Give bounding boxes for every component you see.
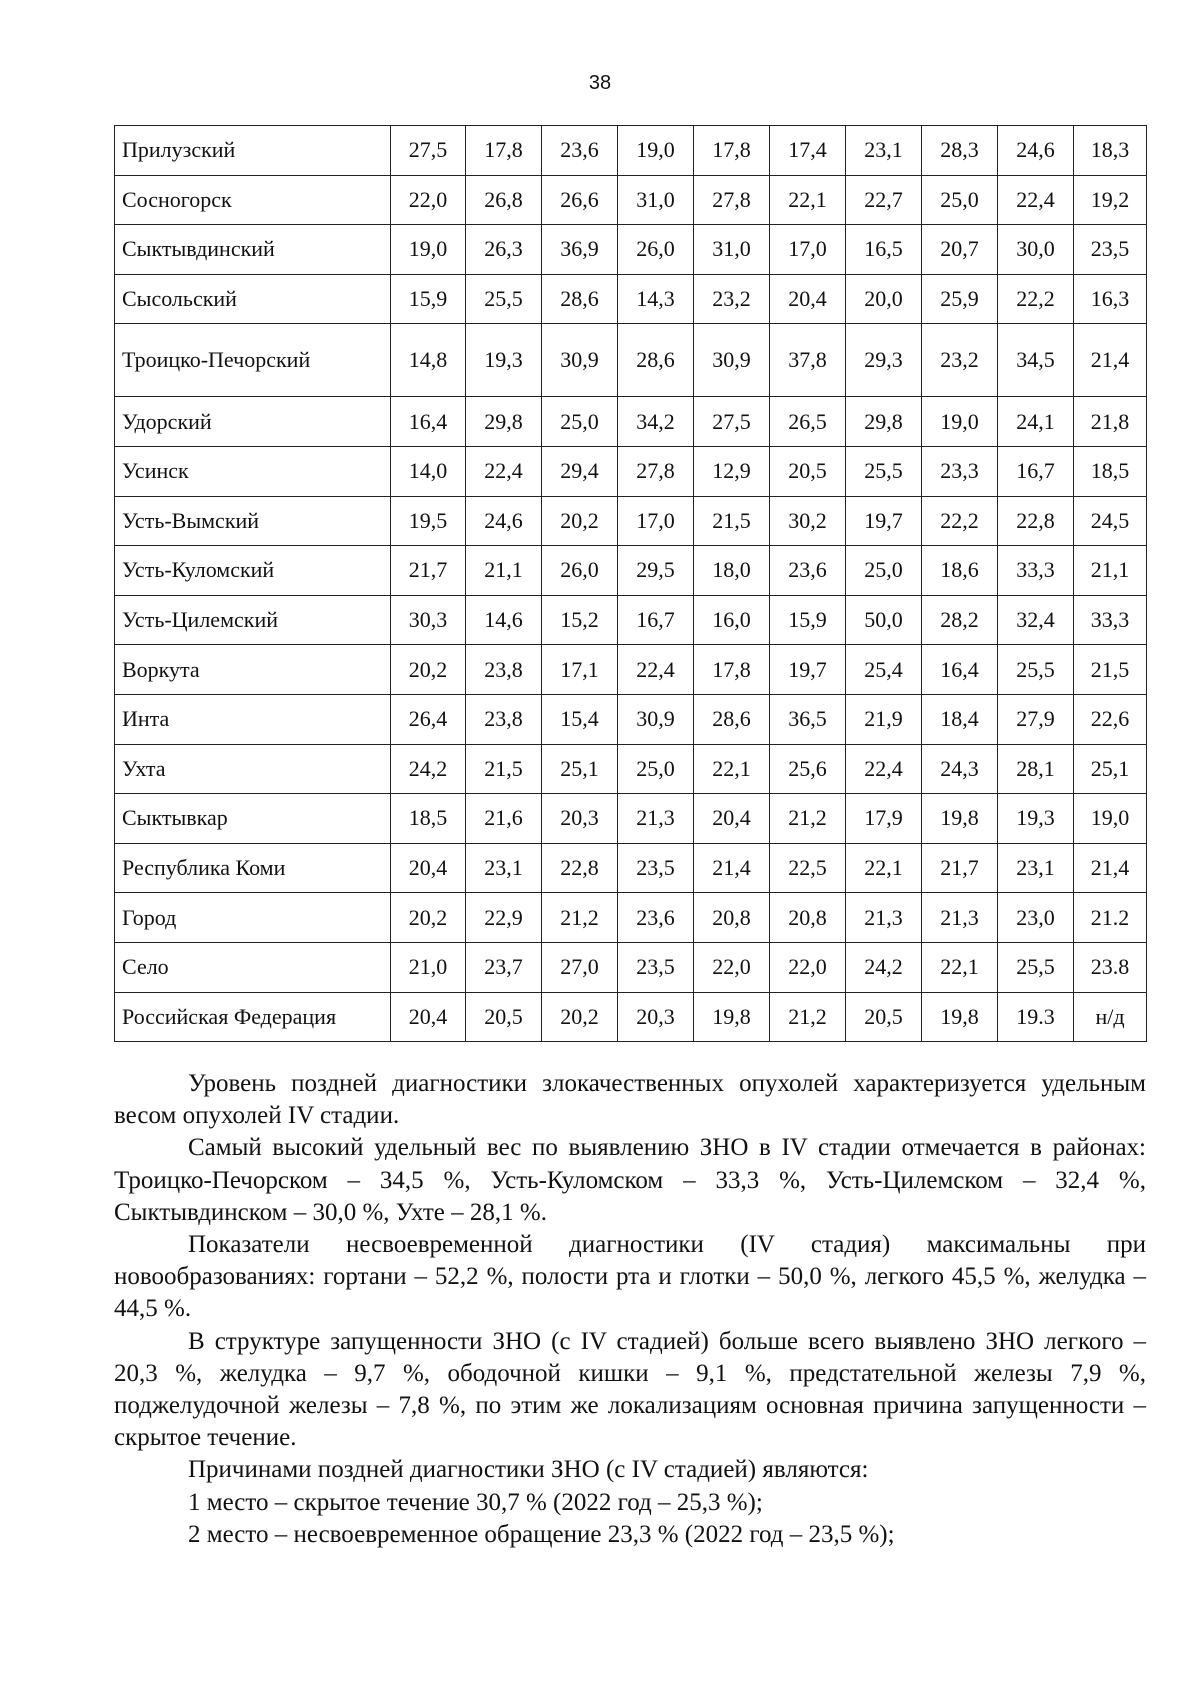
value-cell: 26,4 xyxy=(391,694,466,744)
table-row xyxy=(115,942,1147,992)
value-cell: 19,8 xyxy=(922,794,998,844)
value-cell: 15,9 xyxy=(391,274,466,324)
page-number: 38 xyxy=(588,72,612,94)
value-cell: 18,5 xyxy=(391,794,466,844)
region-cell: Сосногорск xyxy=(115,175,391,225)
region-cell: Воркута xyxy=(115,645,391,695)
value-cell: 19,5 xyxy=(391,496,466,546)
value-cell: 20,5 xyxy=(846,992,922,1042)
value-cell: 29,5 xyxy=(618,546,694,596)
table-row xyxy=(115,645,1147,695)
value-cell: 25,0 xyxy=(922,175,998,225)
value-cell: 22,1 xyxy=(770,175,846,225)
table-row xyxy=(115,893,1147,943)
value-cell: 27,8 xyxy=(618,446,694,496)
value-cell: 23,7 xyxy=(466,942,542,992)
value-cell: 21,7 xyxy=(922,843,998,893)
paragraph: В структуре запущенности ЗНО (с IV стадией) больше всего выявлено ЗНО легкого – 20,3 %, желудка – 9,7 %, ободочной кишки – 9,1 %, предстательной железы 7,9 %, поджелудочной железы – 7,8 %, по этим же локализациям основная причина запущенности – скрытое течение. xyxy=(114,1327,1146,1452)
paragraph: Причинами поздней диагностики ЗНО (с IV стадией) являются: xyxy=(188,1456,869,1484)
value-cell: 32,4 xyxy=(998,595,1074,645)
value-cell: 34,5 xyxy=(998,324,1074,397)
value-cell: 31,0 xyxy=(694,225,770,275)
value-cell: 16,7 xyxy=(998,446,1074,496)
value-cell: 21,4 xyxy=(1074,324,1147,397)
value-cell: 20,4 xyxy=(391,843,466,893)
region-cell: Прилузский xyxy=(115,126,391,176)
value-cell: 31,0 xyxy=(618,175,694,225)
value-cell: 25,5 xyxy=(846,446,922,496)
value-cell: 16,4 xyxy=(391,397,466,447)
value-cell: 20,7 xyxy=(922,225,998,275)
table-row xyxy=(115,744,1147,794)
value-cell: 18,4 xyxy=(922,694,998,744)
value-cell: 16,0 xyxy=(694,595,770,645)
value-cell: 33,3 xyxy=(1074,595,1147,645)
value-cell: 26,5 xyxy=(770,397,846,447)
table-row xyxy=(115,324,1147,397)
value-cell: 18,3 xyxy=(1074,126,1147,176)
value-cell: 15,9 xyxy=(770,595,846,645)
value-cell: 23,5 xyxy=(1074,225,1147,275)
value-cell: 23,6 xyxy=(770,546,846,596)
stage-iv-share-table xyxy=(114,125,1147,1042)
value-cell: 17,9 xyxy=(846,794,922,844)
value-cell: 20,5 xyxy=(770,446,846,496)
value-cell: 17,4 xyxy=(770,126,846,176)
value-cell: 23,6 xyxy=(542,126,618,176)
value-cell: 19,0 xyxy=(391,225,466,275)
value-cell: 26,0 xyxy=(542,546,618,596)
value-cell: 14,6 xyxy=(466,595,542,645)
region-cell: Город xyxy=(115,893,391,943)
value-cell: 27,0 xyxy=(542,942,618,992)
value-cell: 25,9 xyxy=(922,274,998,324)
value-cell: 34,2 xyxy=(618,397,694,447)
value-cell: 30,9 xyxy=(694,324,770,397)
paragraph: Уровень поздней диагностики злокачественных опухолей характеризуется удельным весом опухолей IV стадии. xyxy=(114,1070,1146,1130)
value-cell: 21,6 xyxy=(466,794,542,844)
value-cell: 14,3 xyxy=(618,274,694,324)
value-cell: 24,1 xyxy=(998,397,1074,447)
value-cell: 30,9 xyxy=(618,694,694,744)
table-row xyxy=(115,126,1147,176)
value-cell: 20,8 xyxy=(770,893,846,943)
value-cell: 23,2 xyxy=(694,274,770,324)
value-cell: 24,2 xyxy=(846,942,922,992)
value-cell: 19,7 xyxy=(770,645,846,695)
value-cell: 27,9 xyxy=(998,694,1074,744)
value-cell: 20,2 xyxy=(391,645,466,695)
value-cell: 16,5 xyxy=(846,225,922,275)
value-cell: 20,4 xyxy=(770,274,846,324)
value-cell: 21,7 xyxy=(391,546,466,596)
value-cell: 22,1 xyxy=(846,843,922,893)
value-cell: 29,3 xyxy=(846,324,922,397)
value-cell: 23,6 xyxy=(618,893,694,943)
value-cell: 22,4 xyxy=(998,175,1074,225)
region-cell: Российская Федерация xyxy=(115,992,391,1042)
body-text xyxy=(114,1068,1146,1551)
value-cell: 25,6 xyxy=(770,744,846,794)
value-cell: 25,1 xyxy=(1074,744,1147,794)
value-cell: 21,2 xyxy=(770,992,846,1042)
value-cell: 21,1 xyxy=(1074,546,1147,596)
table-row xyxy=(115,446,1147,496)
value-cell: 27,5 xyxy=(391,126,466,176)
value-cell: 24,6 xyxy=(466,496,542,546)
value-cell: 20,4 xyxy=(694,794,770,844)
value-cell: 21,2 xyxy=(542,893,618,943)
table-row xyxy=(115,175,1147,225)
value-cell: 21,8 xyxy=(1074,397,1147,447)
value-cell: 36,5 xyxy=(770,694,846,744)
table-row xyxy=(115,843,1147,893)
value-cell: 26,6 xyxy=(542,175,618,225)
region-cell: Троицко-Печорский xyxy=(115,324,391,397)
value-cell: 22,8 xyxy=(998,496,1074,546)
value-cell: 21,2 xyxy=(770,794,846,844)
region-cell: Усинск xyxy=(115,446,391,496)
table-row xyxy=(115,595,1147,645)
list-item: 1 место – скрытое течение 30,7 % (2022 год – 25,3 %); xyxy=(188,1488,763,1516)
value-cell: 14,8 xyxy=(391,324,466,397)
value-cell: 21,3 xyxy=(922,893,998,943)
value-cell: 26,0 xyxy=(618,225,694,275)
value-cell: 19,3 xyxy=(466,324,542,397)
value-cell: 24,2 xyxy=(391,744,466,794)
value-cell: 23.8 xyxy=(1074,942,1147,992)
value-cell: 19,2 xyxy=(1074,175,1147,225)
value-cell: 23,8 xyxy=(466,694,542,744)
value-cell: 14,0 xyxy=(391,446,466,496)
value-cell: н/д xyxy=(1074,992,1147,1042)
region-cell: Село xyxy=(115,942,391,992)
region-cell: Усть-Куломский xyxy=(115,546,391,596)
value-cell: 25,0 xyxy=(542,397,618,447)
value-cell: 21,4 xyxy=(1074,843,1147,893)
value-cell: 17,8 xyxy=(694,126,770,176)
value-cell: 22,4 xyxy=(846,744,922,794)
value-cell: 28,6 xyxy=(542,274,618,324)
value-cell: 22,0 xyxy=(770,942,846,992)
value-cell: 20,5 xyxy=(466,992,542,1042)
value-cell: 16,4 xyxy=(922,645,998,695)
value-cell: 23,8 xyxy=(466,645,542,695)
paragraph: Показатели несвоевременной диагностики (IV стадия) максимальны при новообразованиях: гортани – 52,2 %, полости рта и глотки – 50,0 %, легкого 45,5 %, желудка – 44,5 %. xyxy=(114,1231,1146,1323)
value-cell: 21,5 xyxy=(694,496,770,546)
value-cell: 23,3 xyxy=(922,446,998,496)
table-body xyxy=(115,126,1147,1042)
value-cell: 19,0 xyxy=(922,397,998,447)
value-cell: 16,7 xyxy=(618,595,694,645)
table-row xyxy=(115,794,1147,844)
value-cell: 21,5 xyxy=(1074,645,1147,695)
value-cell: 22,5 xyxy=(770,843,846,893)
value-cell: 18,5 xyxy=(1074,446,1147,496)
value-cell: 17,0 xyxy=(770,225,846,275)
value-cell: 17,8 xyxy=(694,645,770,695)
value-cell: 22,4 xyxy=(618,645,694,695)
value-cell: 15,4 xyxy=(542,694,618,744)
value-cell: 23,1 xyxy=(998,843,1074,893)
table-row xyxy=(115,992,1147,1042)
value-cell: 37,8 xyxy=(770,324,846,397)
region-cell: Республика Коми xyxy=(115,843,391,893)
table-row xyxy=(115,546,1147,596)
list-item: 2 место – несвоевременное обращение 23,3 % (2022 год – 23,5 %); xyxy=(188,1520,895,1548)
value-cell: 22,2 xyxy=(922,496,998,546)
value-cell: 18,6 xyxy=(922,546,998,596)
value-cell: 25,5 xyxy=(998,645,1074,695)
value-cell: 20,2 xyxy=(391,893,466,943)
region-cell: Инта xyxy=(115,694,391,744)
region-cell: Сысольский xyxy=(115,274,391,324)
value-cell: 21,3 xyxy=(846,893,922,943)
value-cell: 28,6 xyxy=(618,324,694,397)
value-cell: 20,0 xyxy=(846,274,922,324)
value-cell: 24,5 xyxy=(1074,496,1147,546)
table-row xyxy=(115,225,1147,275)
value-cell: 20,3 xyxy=(618,992,694,1042)
value-cell: 27,8 xyxy=(694,175,770,225)
value-cell: 24,6 xyxy=(998,126,1074,176)
value-cell: 25,0 xyxy=(618,744,694,794)
value-cell: 15,2 xyxy=(542,595,618,645)
value-cell: 23,0 xyxy=(998,893,1074,943)
value-cell: 18,0 xyxy=(694,546,770,596)
region-cell: Сыктывкар xyxy=(115,794,391,844)
value-cell: 33,3 xyxy=(998,546,1074,596)
value-cell: 30,0 xyxy=(998,225,1074,275)
table-row xyxy=(115,694,1147,744)
region-cell: Усть-Вымский xyxy=(115,496,391,546)
value-cell: 27,5 xyxy=(694,397,770,447)
value-cell: 19.3 xyxy=(998,992,1074,1042)
value-cell: 12,9 xyxy=(694,446,770,496)
table-row xyxy=(115,274,1147,324)
value-cell: 22,0 xyxy=(694,942,770,992)
value-cell: 21,4 xyxy=(694,843,770,893)
value-cell: 22,1 xyxy=(922,942,998,992)
value-cell: 28,6 xyxy=(694,694,770,744)
value-cell: 25,5 xyxy=(998,942,1074,992)
value-cell: 30,3 xyxy=(391,595,466,645)
value-cell: 22,6 xyxy=(1074,694,1147,744)
value-cell: 17,0 xyxy=(618,496,694,546)
value-cell: 24,3 xyxy=(922,744,998,794)
value-cell: 23,2 xyxy=(922,324,998,397)
value-cell: 17,1 xyxy=(542,645,618,695)
value-cell: 23,5 xyxy=(618,942,694,992)
value-cell: 28,2 xyxy=(922,595,998,645)
value-cell: 30,2 xyxy=(770,496,846,546)
value-cell: 21,1 xyxy=(466,546,542,596)
value-cell: 20,2 xyxy=(542,992,618,1042)
value-cell: 16,3 xyxy=(1074,274,1147,324)
value-cell: 22,9 xyxy=(466,893,542,943)
table-row xyxy=(115,397,1147,447)
value-cell: 29,8 xyxy=(846,397,922,447)
value-cell: 25,0 xyxy=(846,546,922,596)
value-cell: 36,9 xyxy=(542,225,618,275)
value-cell: 23,5 xyxy=(618,843,694,893)
value-cell: 30,9 xyxy=(542,324,618,397)
value-cell: 22,8 xyxy=(542,843,618,893)
value-cell: 25,4 xyxy=(846,645,922,695)
value-cell: 19,8 xyxy=(694,992,770,1042)
value-cell: 20,8 xyxy=(694,893,770,943)
region-cell: Удорский xyxy=(115,397,391,447)
value-cell: 25,1 xyxy=(542,744,618,794)
value-cell: 22,4 xyxy=(466,446,542,496)
region-cell: Усть-Цилемский xyxy=(115,595,391,645)
value-cell: 28,3 xyxy=(922,126,998,176)
value-cell: 23,1 xyxy=(846,126,922,176)
value-cell: 20,3 xyxy=(542,794,618,844)
value-cell: 23,1 xyxy=(466,843,542,893)
value-cell: 21,5 xyxy=(466,744,542,794)
value-cell: 22,1 xyxy=(694,744,770,794)
value-cell: 29,4 xyxy=(542,446,618,496)
value-cell: 21,9 xyxy=(846,694,922,744)
value-cell: 19,3 xyxy=(998,794,1074,844)
value-cell: 21,3 xyxy=(618,794,694,844)
value-cell: 50,0 xyxy=(846,595,922,645)
value-cell: 29,8 xyxy=(466,397,542,447)
value-cell: 26,3 xyxy=(466,225,542,275)
value-cell: 28,1 xyxy=(998,744,1074,794)
table-row xyxy=(115,496,1147,546)
value-cell: 19,0 xyxy=(1074,794,1147,844)
value-cell: 19,7 xyxy=(846,496,922,546)
value-cell: 22,7 xyxy=(846,175,922,225)
value-cell: 25,5 xyxy=(466,274,542,324)
value-cell: 20,2 xyxy=(542,496,618,546)
value-cell: 26,8 xyxy=(466,175,542,225)
value-cell: 21,0 xyxy=(391,942,466,992)
value-cell: 21.2 xyxy=(1074,893,1147,943)
paragraph: Самый высокий удельный вес по выявлению ЗНО в IV стадии отмечается в районах: Троицко-Печорском – 34,5 %, Усть-Куломском – 33,3 %, Усть-Цилемском – 32,4 %, Сыктывдинском – 30,0 %, Ухте – 28,1 %. xyxy=(114,1134,1146,1226)
value-cell: 22,0 xyxy=(391,175,466,225)
value-cell: 20,4 xyxy=(391,992,466,1042)
value-cell: 22,2 xyxy=(998,274,1074,324)
region-cell: Ухта xyxy=(115,744,391,794)
value-cell: 19,0 xyxy=(618,126,694,176)
value-cell: 17,8 xyxy=(466,126,542,176)
region-cell: Сыктывдинский xyxy=(115,225,391,275)
value-cell: 19,8 xyxy=(922,992,998,1042)
